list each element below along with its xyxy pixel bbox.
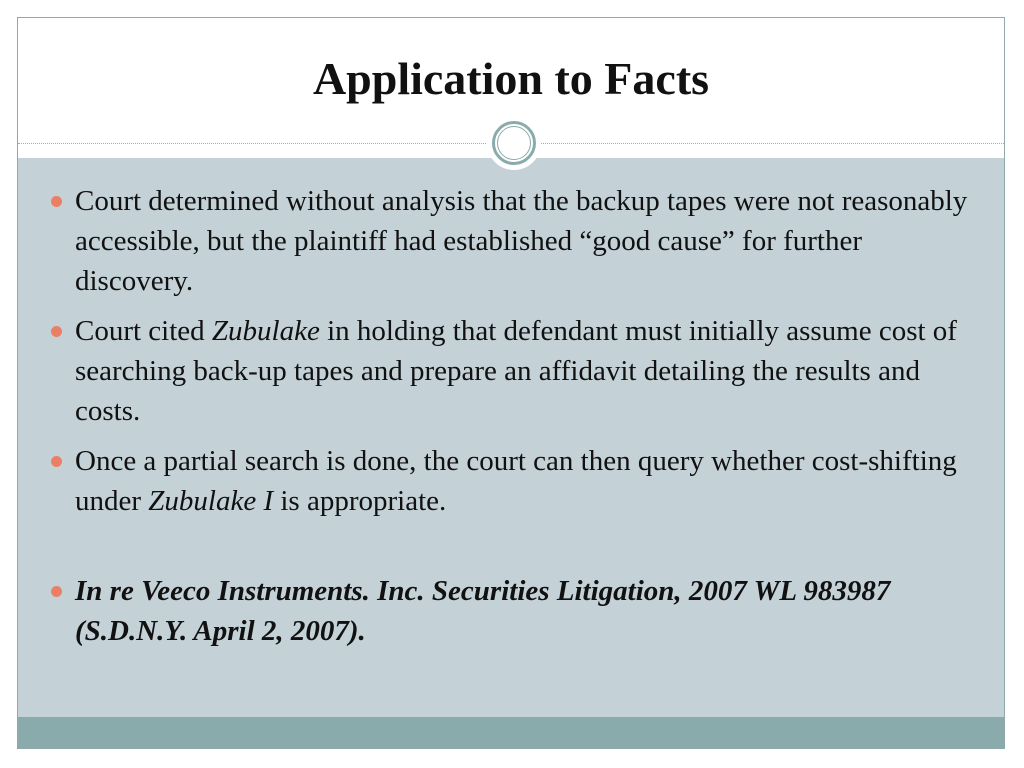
case-name-italic: Zubulake [211, 315, 320, 347]
bullet-item-citation [48, 571, 978, 651]
footer-band [18, 717, 1004, 749]
case-name-italic: Zubulake I [148, 485, 274, 517]
bullet-item-3 [48, 441, 978, 521]
bullet-dot-icon [51, 326, 62, 337]
case-citation: In re Veeco Instruments. Inc. Securities Litigation, 2007 WL 983987 (S.D.N.Y. April 2, 2007). [75, 575, 891, 647]
slide [17, 17, 1005, 749]
bullet-text-after: is appropriate. [273, 485, 447, 517]
bullet-text-before: Once a partial search is done, the court can then query whether cost-shifting under [75, 445, 957, 517]
bullet-text-before: Court cited [75, 315, 212, 347]
bullet-item-2 [48, 311, 978, 431]
bullet-text-after: in holding that defendant must initially assume cost of searching back-up tapes and prepare an affidavit detailing the results and costs. [75, 315, 957, 427]
ornament-circle-icon [497, 126, 531, 160]
bullet-item-1 [48, 181, 978, 301]
slide-title: Application to Facts [312, 53, 710, 104]
bullet-dot-icon [51, 456, 62, 467]
bullet-list [48, 181, 978, 661]
bullet-text: Court determined without analysis that the backup tapes were not reasonably accessible, but the plaintiff had established “good cause” for further discovery. [75, 185, 968, 297]
bullet-dot-icon [51, 586, 62, 597]
bullet-dot-icon [51, 196, 62, 207]
